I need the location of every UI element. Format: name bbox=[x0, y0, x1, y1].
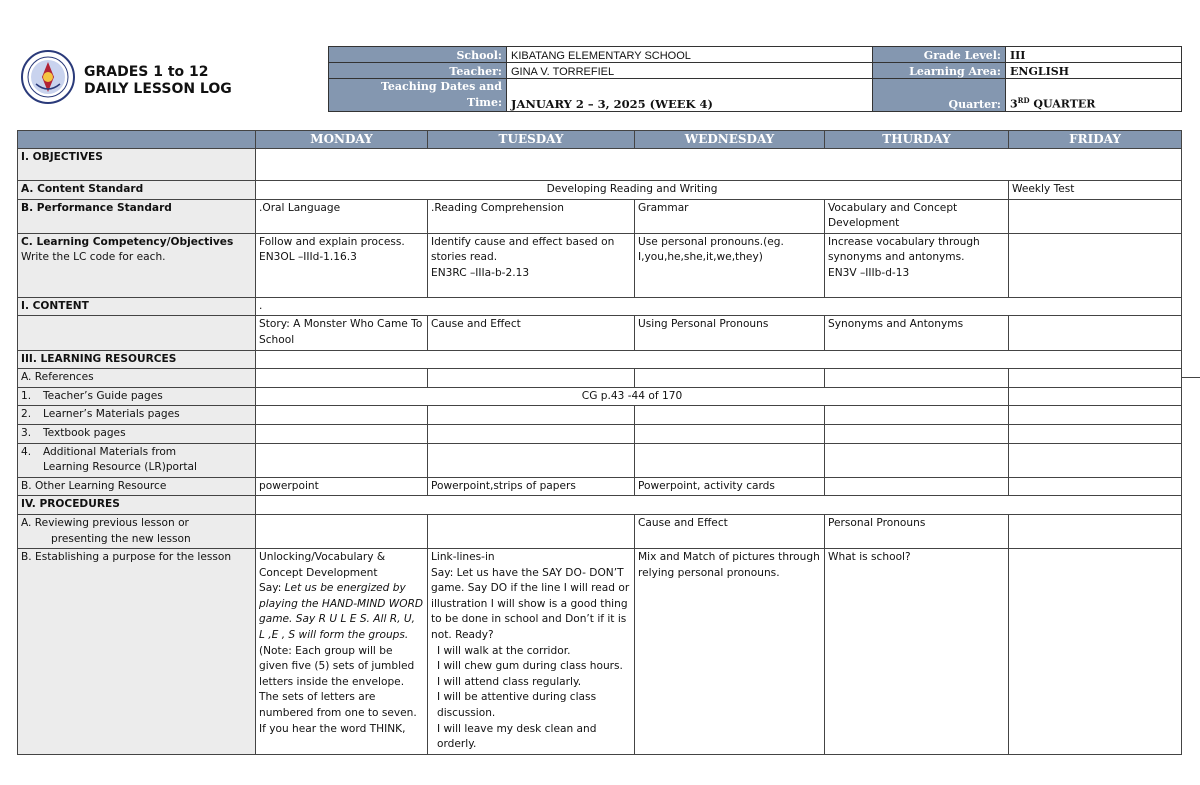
textbook-row bbox=[18, 424, 1182, 443]
topic-thursday: Synonyms and Antonyms bbox=[825, 316, 1009, 350]
lc-monday: Follow and explain process. EN3OL –IIId-1.16.3 bbox=[256, 233, 428, 297]
teachers-guide-value: CG p.43 -44 of 170 bbox=[256, 387, 1009, 406]
teacher-label: Teacher: bbox=[329, 63, 507, 79]
additional-materials-label: 4. Additional Materials from Learning Resource (LR)portal bbox=[18, 443, 256, 477]
content-label: I. CONTENT bbox=[18, 297, 256, 316]
purpose-monday: Unlocking/Vocabulary & Concept Development Say: Let us be energized by playing the HAND-MIND WORD game. Say R U L E S. All R, U, L ,E , S will form the groups. (Note: Each group will be given five (5) sets of jumbled letters inside the envelope. The sets of letters are numbered from one to seven. If you hear the word THINK, bbox=[256, 549, 428, 755]
margin-line bbox=[1181, 377, 1200, 378]
lc-tuesday: Identify cause and effect based on stories read. EN3RC –IIIa-b-2.13 bbox=[428, 233, 635, 297]
other-friday bbox=[1009, 477, 1182, 496]
review-label: A. Reviewing previous lesson or presenting the new lesson bbox=[18, 514, 256, 548]
day-tuesday: TUESDAY bbox=[428, 131, 635, 149]
resources-header-row bbox=[18, 350, 1182, 369]
perf-wednesday: Grammar bbox=[635, 199, 825, 233]
review-monday bbox=[256, 514, 428, 548]
dates-label: Teaching Dates and Time: bbox=[329, 79, 507, 112]
topic-monday: Story: A Monster Who Came To School bbox=[256, 316, 428, 350]
perf-tuesday: .Reading Comprehension bbox=[428, 199, 635, 233]
topic-friday bbox=[1009, 316, 1182, 350]
area-value: ENGLISH bbox=[1006, 63, 1182, 79]
other-resources-row bbox=[18, 477, 1182, 496]
content-header-row bbox=[18, 297, 1182, 316]
other-monday: powerpoint bbox=[256, 477, 428, 496]
day-header-row bbox=[18, 131, 1182, 149]
objectives-blank bbox=[256, 149, 1182, 181]
grade-label: Grade Level: bbox=[873, 47, 1006, 63]
header-info-table bbox=[328, 46, 1182, 112]
purpose-thursday: What is school? bbox=[825, 549, 1009, 755]
lc-friday bbox=[1009, 233, 1182, 297]
textbook-label: 3. Textbook pages bbox=[18, 424, 256, 443]
title-line-1: GRADES 1 to 12 bbox=[84, 64, 209, 80]
procedures-label: IV. PROCEDURES bbox=[18, 496, 256, 515]
perf-friday bbox=[1009, 199, 1182, 233]
topic-tuesday: Cause and Effect bbox=[428, 316, 635, 350]
day-monday: MONDAY bbox=[256, 131, 428, 149]
competency-row bbox=[18, 233, 1182, 297]
school-value: KIBATANG ELEMENTARY SCHOOL bbox=[507, 47, 873, 63]
performance-standard-row bbox=[18, 199, 1182, 233]
review-wednesday: Cause and Effect bbox=[635, 514, 825, 548]
review-row bbox=[18, 514, 1182, 548]
day-header-blank bbox=[18, 131, 256, 149]
dates-value: JANUARY 2 – 3, 2025 (WEEK 4) bbox=[507, 79, 873, 112]
competency-label: C. Learning Competency/Objectives Write the LC code for each. bbox=[18, 233, 256, 297]
teachers-guide-row bbox=[18, 387, 1182, 406]
day-wednesday: WEDNESDAY bbox=[635, 131, 825, 149]
other-thursday bbox=[825, 477, 1009, 496]
resources-label: III. LEARNING RESOURCES bbox=[18, 350, 256, 369]
lesson-grid bbox=[17, 130, 1182, 755]
content-standard-row bbox=[18, 181, 1182, 200]
review-thursday: Personal Pronouns bbox=[825, 514, 1009, 548]
document-title bbox=[84, 64, 232, 98]
objectives-label: I. OBJECTIVES bbox=[18, 149, 256, 181]
learners-materials-row bbox=[18, 406, 1182, 425]
title-line-2: DAILY LESSON LOG bbox=[84, 81, 232, 97]
school-label: School: bbox=[329, 47, 507, 63]
quarter-value: 3RD QUARTER bbox=[1006, 79, 1182, 112]
grade-value: III bbox=[1006, 47, 1182, 63]
content-dot: . bbox=[256, 297, 1182, 316]
learners-materials-label: 2. Learner’s Materials pages bbox=[18, 406, 256, 425]
teacher-value: GINA V. TORREFIEL bbox=[507, 63, 873, 79]
teachers-guide-label: 1. Teacher’s Guide pages bbox=[18, 387, 256, 406]
objectives-row bbox=[18, 149, 1182, 181]
lc-thursday: Increase vocabulary through synonyms and antonyms. EN3V –IIIb-d-13 bbox=[825, 233, 1009, 297]
lc-wednesday: Use personal pronouns.(eg. I,you,he,she,it,we,they) bbox=[635, 233, 825, 297]
references-label: A. References bbox=[18, 369, 256, 388]
quarter-label: Quarter: bbox=[873, 79, 1006, 112]
purpose-row bbox=[18, 549, 1182, 755]
perf-thursday: Vocabulary and Concept Development bbox=[825, 199, 1009, 233]
perf-monday: .Oral Language bbox=[256, 199, 428, 233]
content-topics-row bbox=[18, 316, 1182, 350]
other-wednesday: Powerpoint, activity cards bbox=[635, 477, 825, 496]
review-tuesday bbox=[428, 514, 635, 548]
purpose-tuesday: Link-lines-in Say: Let us have the SAY DO- DON’T game. Say DO if the line I will read or illustration I will show is a good thing to be done in school and Don’t if it is not. Ready? I will walk at the corridor. I will chew gum during class hours. I will attend class regularly. I will be attentive during class discussion. I will leave my desk clean and orderly. bbox=[428, 549, 635, 755]
other-tuesday: Powerpoint,strips of papers bbox=[428, 477, 635, 496]
topic-wednesday: Using Personal Pronouns bbox=[635, 316, 825, 350]
day-friday: FRIDAY bbox=[1009, 131, 1182, 149]
review-friday bbox=[1009, 514, 1182, 548]
area-label: Learning Area: bbox=[873, 63, 1006, 79]
performance-standard-label: B. Performance Standard bbox=[18, 199, 256, 233]
deped-seal-icon bbox=[21, 50, 75, 104]
content-standard-friday: Weekly Test bbox=[1009, 181, 1182, 200]
purpose-wednesday: Mix and Match of pictures through relying personal pronouns. bbox=[635, 549, 825, 755]
references-row bbox=[18, 369, 1182, 388]
header bbox=[17, 46, 1181, 111]
purpose-friday bbox=[1009, 549, 1182, 755]
content-standard-value: Developing Reading and Writing bbox=[256, 181, 1009, 200]
other-resources-label: B. Other Learning Resource bbox=[18, 477, 256, 496]
additional-materials-row bbox=[18, 443, 1182, 477]
day-thursday: THURDAY bbox=[825, 131, 1009, 149]
purpose-label: B. Establishing a purpose for the lesson bbox=[18, 549, 256, 755]
content-standard-label: A. Content Standard bbox=[18, 181, 256, 200]
procedures-header-row bbox=[18, 496, 1182, 515]
content-topics-label bbox=[18, 316, 256, 350]
